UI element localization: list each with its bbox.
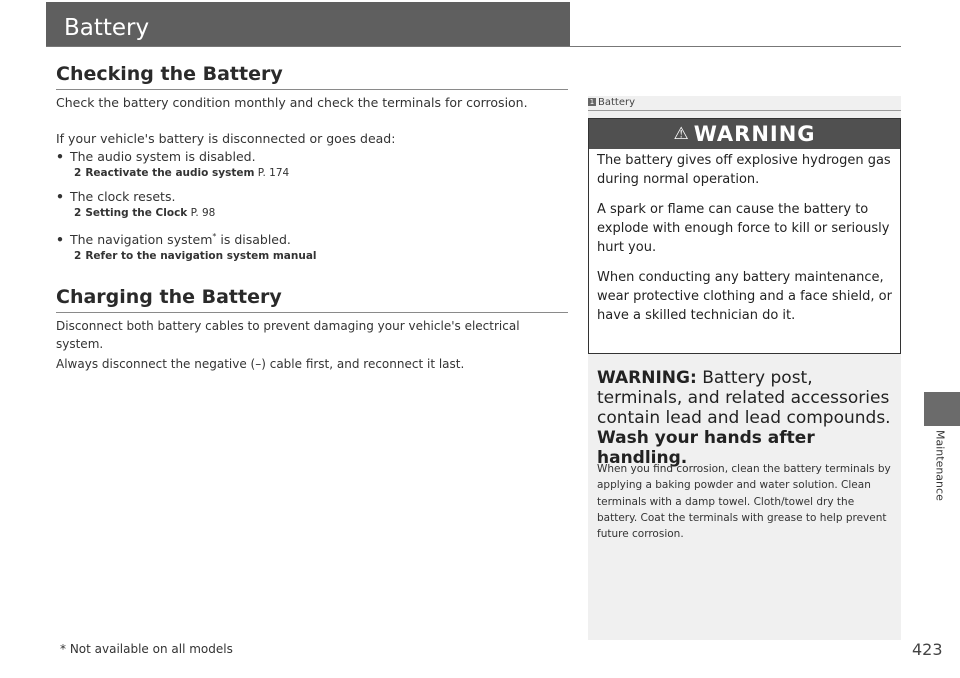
cross-reference-audio[interactable] [56, 166, 570, 180]
section-tab-marker [924, 392, 960, 426]
corrosion-note: When you find corrosion, clean the battery terminals by applying a baking powder and water solution. Clean terminals with a damp towel. Cloth/towel dry the battery. Coat the terminals with grease to help prevent future corrosion. [597, 463, 891, 541]
bullet-icon: • [56, 189, 64, 204]
cross-reference-clock[interactable] [56, 206, 570, 220]
list-item: • The clock resets. [56, 189, 176, 204]
bullet-icon: • [56, 149, 64, 164]
page-title: Battery [64, 15, 150, 41]
lead-warning-body: Battery post, terminals, and related accessories contain lead and lead compounds. [597, 368, 891, 428]
reference-arrow-icon: 2 [74, 207, 82, 219]
section-rule [56, 312, 568, 313]
section-rule [56, 89, 568, 90]
warning-paragraph: The battery gives off explosive hydrogen gas during normal operation. [597, 153, 891, 187]
bullet-list [56, 148, 570, 263]
header-rule [46, 46, 901, 47]
page-number: 423 [912, 640, 943, 659]
warning-title: WARNING [693, 122, 816, 146]
footnote-asterisk: * [212, 232, 217, 241]
lead-warning [597, 368, 897, 468]
lead-warning-tail: Wash your hands after handling. [597, 428, 815, 468]
checking-lead: If your vehicle's battery is disconnected or goes dead: [56, 131, 396, 146]
footnote: * Not available on all models [60, 642, 233, 656]
warning-header [589, 119, 900, 149]
note-tag-label: Battery [598, 97, 636, 108]
charging-line-1: Disconnect both battery cables to prevent damaging your vehicle's electrical system. [56, 319, 520, 351]
list-item: • The audio system is disabled. [56, 149, 256, 164]
charging-line-2: Always disconnect the negative (–) cable first, and reconnect it last. [56, 357, 465, 371]
list-item: • The navigation system* is disabled. [56, 232, 291, 248]
reference-page: P. 98 [190, 207, 216, 219]
section-heading-checking: Checking the Battery [56, 63, 283, 85]
section-heading-charging: Charging the Battery [56, 286, 282, 308]
reference-arrow-icon: 2 [74, 167, 82, 179]
warning-paragraph: When conducting any battery maintenance, wear protective clothing and a face shield, or have a skilled technician do it. [597, 270, 892, 323]
section-tab-label: Maintenance [933, 430, 947, 501]
chapter-header-bar [46, 2, 570, 46]
warning-paragraph: A spark or flame can cause the battery to explode with enough force to kill or seriously hurt you. [597, 202, 890, 255]
reference-link[interactable]: Refer to the navigation system manual [85, 250, 317, 263]
note-marker-icon: 1 [589, 98, 595, 106]
lead-warning-label: WARNING: [597, 368, 697, 388]
reference-link[interactable]: Reactivate the audio system [85, 167, 255, 179]
warning-box [588, 118, 901, 354]
reference-page: P. 174 [257, 167, 290, 179]
note-tag-rule [588, 110, 901, 111]
warning-body [597, 151, 893, 336]
reference-link[interactable]: Setting the Clock [85, 207, 188, 219]
cross-reference-navigation[interactable] [56, 249, 570, 263]
note-tag [588, 96, 635, 110]
checking-intro: Check the battery condition monthly and check the terminals for corrosion. [56, 95, 528, 110]
bullet-icon: • [56, 232, 64, 248]
section-charging [56, 285, 570, 373]
warning-triangle-icon: ⚠ [673, 124, 690, 144]
reference-arrow-icon: 2 [74, 250, 82, 263]
section-checking [56, 62, 570, 263]
